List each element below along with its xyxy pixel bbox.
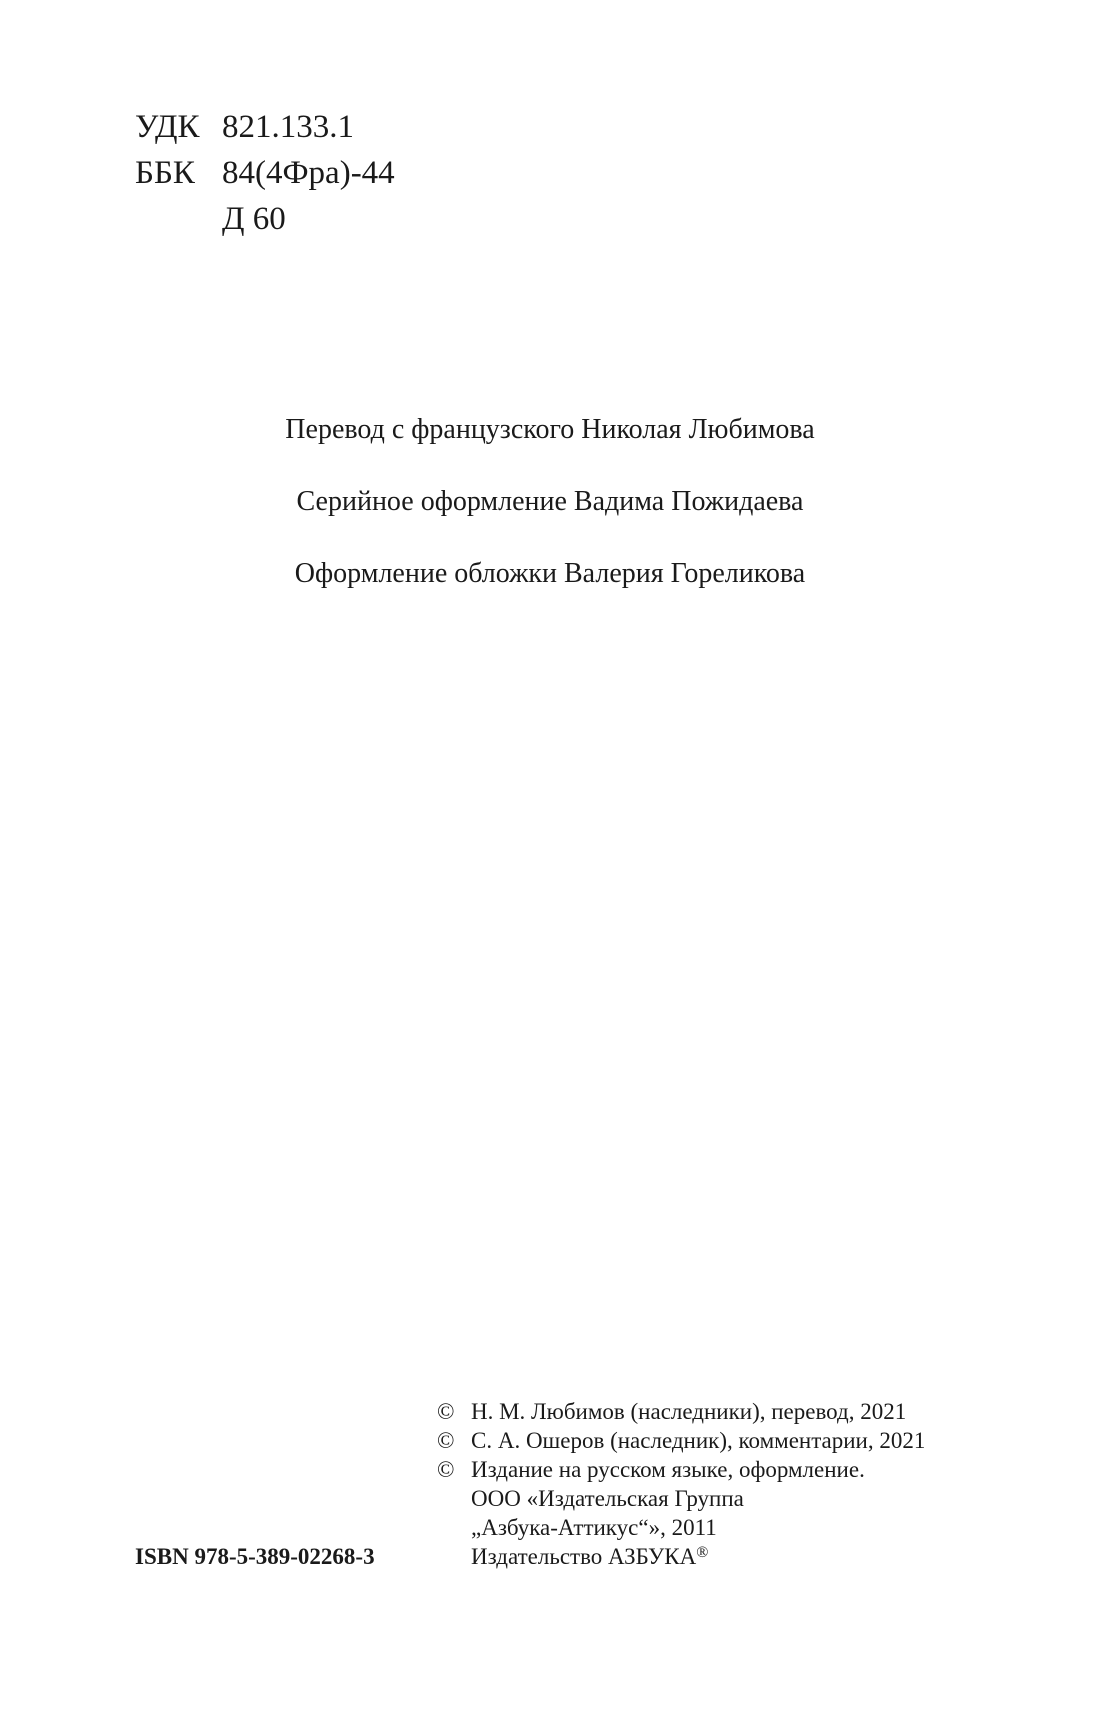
copyright-line [437,1513,997,1542]
copyright-text: ООО «Издательская Группа [471,1486,744,1511]
publisher-line [471,1542,997,1571]
isbn: ISBN 978-5-389-02268-3 [135,1544,375,1569]
copyright-sign: © [437,1457,455,1482]
author-mark-row [135,196,395,242]
copyright-line [437,1426,997,1455]
copyright-line [437,1397,997,1426]
copyright-line [437,1484,997,1513]
copyright-sign-spacer [437,1542,471,1571]
copyright-text: „Азбука-Аттикус“», 2011 [471,1515,717,1540]
copyright-sign-spacer [437,1484,471,1513]
bbk-label: ББК [135,155,195,191]
copyright-block [437,1397,997,1571]
author-mark-spacer [135,196,222,242]
registered-mark: ® [696,1544,709,1561]
copyright-sign: © [437,1428,455,1453]
udk-value: 821.133.1 [222,109,354,145]
copyright-text: Издание на русском языке, оформление. [471,1457,865,1482]
bbk-row [135,150,395,196]
udk-row [135,104,395,150]
copyright-sign: © [437,1399,455,1424]
copyright-line [437,1542,997,1571]
series-design-credit: Серийное оформление Вадима Пожидаева [296,486,804,517]
author-mark: Д 60 [222,201,286,237]
bbk-value: 84(4Фра)-44 [222,155,395,191]
udk-label: УДК [135,109,200,145]
credits-block [0,412,1100,628]
cover-design-credit: Оформление обложки Валерия Гореликова [294,558,806,589]
classification-block [135,104,395,242]
copyright-text: Н. М. Любимов (наследники), перевод, 2021 [471,1399,907,1424]
copyright-text: С. А. Ошеров (наследник), комментарии, 2021 [471,1428,926,1453]
copyright-line [437,1455,997,1484]
publisher-name: Издательство АЗБУКА [471,1544,697,1569]
translator-credit: Перевод с французского Николая Любимова [285,414,815,445]
copyright-sign-spacer [437,1513,471,1542]
